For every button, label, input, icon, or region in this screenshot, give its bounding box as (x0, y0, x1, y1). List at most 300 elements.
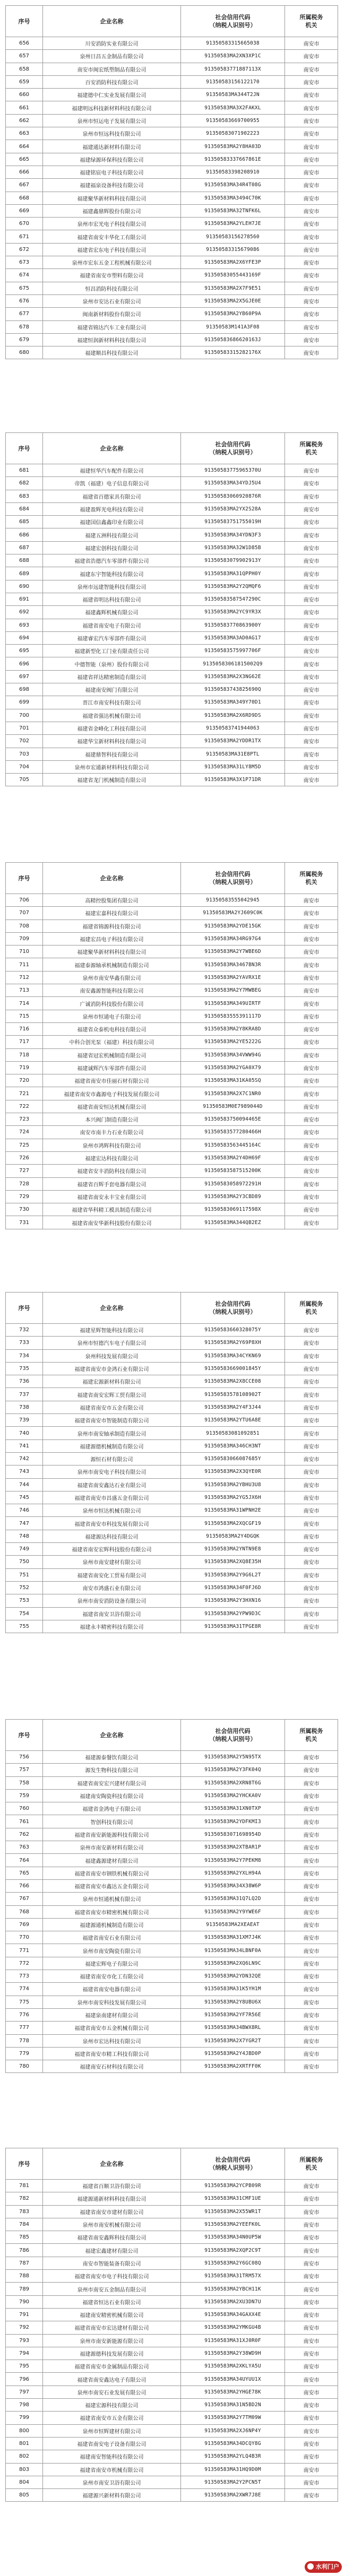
table-row (6, 1607, 338, 1620)
cell-company-name: 泉州市宏通新材料科技有限公司 (43, 760, 181, 773)
cell-seq: 733 (6, 1337, 43, 1349)
cell-tax-office: 南安市 (285, 1427, 338, 1439)
table-row (6, 907, 338, 920)
cell-credit-code: 91350583MA2X6RD9DS (181, 709, 285, 722)
cell-company-name: 泉州市南安建材有限公司 (43, 1556, 181, 1568)
cell-seq: 780 (6, 2060, 43, 2073)
table-row (6, 997, 338, 1010)
cell-credit-code: 91350583MA2Y4JBD0P (181, 2047, 285, 2060)
cell-credit-code: 91350583066087685Y (181, 1452, 285, 1465)
table-section (5, 862, 338, 1229)
header-code-text: 社会信用代码 (215, 1300, 251, 1307)
table-row (6, 1970, 338, 1983)
cell-seq: 797 (6, 2386, 43, 2398)
cell-credit-code: 91350583MA2YJ609C0K (181, 907, 285, 920)
cell-company-name: 泉州日昌五金制品有限公司 (43, 50, 181, 63)
cell-credit-code: 91350583MA2YTU6A8E (181, 1414, 285, 1427)
header-code (181, 1293, 285, 1324)
cell-company-name: 福建省南安宏辉科技股份有限公司 (43, 1543, 181, 1556)
table-row (6, 2022, 338, 2034)
table-row (6, 2412, 338, 2424)
cell-seq: 766 (6, 1879, 43, 1892)
cell-seq: 727 (6, 1165, 43, 1177)
cell-seq: 794 (6, 2347, 43, 2360)
cell-company-name: 福建顺昌科技有限公司 (43, 346, 181, 359)
cell-tax-office: 南安市 (285, 619, 338, 631)
table-row (6, 1177, 338, 1190)
table-row (6, 1893, 338, 1905)
cell-company-name: 福建源通新材料科技有限公司 (43, 2192, 181, 2205)
cell-tax-office: 南安市 (285, 2489, 338, 2502)
cell-seq: 670 (6, 218, 43, 230)
cell-credit-code: 91350583MA2X8CCE08 (181, 1375, 285, 1388)
table-row (6, 1414, 338, 1427)
table-row (6, 1362, 338, 1375)
cell-tax-office: 南安市 (285, 308, 338, 320)
table-row (6, 1841, 338, 1854)
cell-credit-code: 91350583MA2X5GJE0E (181, 294, 285, 307)
cell-seq: 804 (6, 2476, 43, 2488)
table-row (6, 774, 338, 786)
cell-tax-office: 南安市 (285, 2334, 338, 2347)
cell-tax-office: 南安市 (285, 2399, 338, 2412)
cell-seq: 747 (6, 1517, 43, 1530)
cell-tax-office: 南安市 (285, 760, 338, 773)
table-row (6, 1517, 338, 1530)
cell-credit-code: 91350583MA2Y8KRA8D (181, 1022, 285, 1035)
header-name (43, 1720, 181, 1751)
cell-company-name: 福建源兴新材料有限公司 (43, 2489, 181, 2502)
table-row (6, 1751, 338, 1764)
cell-company-name: 福建明远科技新材料科技有限公司 (43, 101, 181, 114)
cell-tax-office: 南安市 (285, 722, 338, 734)
cell-company-name: 福建省南安市精密机械有限公司 (43, 1905, 181, 1918)
cell-credit-code: 91350583071902223 (181, 127, 285, 140)
cell-tax-office: 南安市 (285, 1439, 338, 1452)
cell-tax-office: 南安市 (285, 528, 338, 541)
cell-credit-code: 91350583MA349Y70D1 (181, 696, 285, 709)
cell-credit-code: 91350583669001845Y (181, 1362, 285, 1375)
cell-company-name: 福建省南安丰华化工有限公司 (43, 230, 181, 243)
cell-company-name: 福建省南安市科技发展有限公司 (43, 1517, 181, 1530)
header-seq (6, 1293, 43, 1324)
cell-seq: 770 (6, 1931, 43, 1944)
cell-credit-code: 91350583MA2YC9YR3X (181, 606, 285, 619)
cell-company-name: 福建宏源新材料有限公司 (43, 1375, 181, 1388)
cell-seq: 694 (6, 631, 43, 644)
header-code-text: 社会信用代码 (215, 871, 251, 878)
header-seq (6, 6, 43, 37)
cell-credit-code: 91350583MA31XN0TXP (181, 1802, 285, 1815)
cell-credit-code: 91350583741944063 (181, 722, 285, 734)
cell-seq: 677 (6, 308, 43, 320)
cell-company-name: 福建聚华新材料科技有限公司 (43, 192, 181, 204)
table-row (6, 464, 338, 477)
table-row (6, 1879, 338, 1892)
cell-tax-office: 南安市 (285, 894, 338, 907)
cell-tax-office: 南安市 (285, 2321, 338, 2334)
table-row (6, 2192, 338, 2205)
cell-tax-office: 南安市 (285, 1216, 338, 1229)
table-row (6, 1100, 338, 1113)
table-row (6, 2270, 338, 2283)
cell-credit-code: 91350583MA34UYUU1X (181, 2373, 285, 2386)
cell-seq: 756 (6, 1751, 43, 1764)
cell-seq: 686 (6, 528, 43, 541)
cell-company-name: 福建鑫辉机械有限公司 (43, 606, 181, 619)
cell-seq: 757 (6, 1764, 43, 1776)
table-row (6, 1375, 338, 1388)
cell-company-name: 福建省金峰化工科技有限公司 (43, 722, 181, 734)
header-org (285, 6, 338, 37)
cell-credit-code: 91350583058972291H (181, 1177, 285, 1190)
cell-tax-office: 南安市 (285, 2463, 338, 2476)
cell-tax-office: 南安市 (285, 166, 338, 178)
cell-seq: 726 (6, 1151, 43, 1164)
cell-credit-code: 91350583MA34YDN3F3 (181, 528, 285, 541)
cell-tax-office: 南安市 (285, 774, 338, 786)
cell-tax-office: 南安市 (285, 2412, 338, 2424)
cell-tax-office: 南安市 (285, 1491, 338, 1504)
cell-credit-code: 91350583MA31Q7LQ2D (181, 1893, 285, 1905)
header-code (181, 1720, 285, 1751)
table-row (6, 282, 338, 294)
table-row (6, 683, 338, 696)
cell-credit-code: 91350583743825690Q (181, 683, 285, 696)
table-row (6, 2450, 338, 2463)
cell-credit-code: 91350583587547290C (181, 593, 285, 605)
cell-seq: 680 (6, 346, 43, 359)
cell-credit-code: 91350583MA2YE5222G (181, 1036, 285, 1048)
cell-company-name: 福建宏达科技有限公司 (43, 1151, 181, 1164)
cell-credit-code: 91350583MA2Y7WBE6D (181, 946, 285, 958)
cell-seq: 774 (6, 1983, 43, 1996)
cell-credit-code: 91350583751755019H (181, 516, 285, 528)
cell-seq: 760 (6, 1802, 43, 1815)
table-row (6, 2437, 338, 2450)
cell-credit-code: 91350583MA2YLQ4B3R (181, 2450, 285, 2463)
cell-tax-office: 南安市 (285, 516, 338, 528)
table-row (6, 2308, 338, 2321)
table-row (6, 1010, 338, 1022)
table-row (6, 333, 338, 346)
cell-company-name: 福建省金鸿电子有限公司 (43, 1802, 181, 1815)
cell-company-name: 福建省南安市精工科技有限公司 (43, 2047, 181, 2060)
cell-company-name: 泉州科技发展有限公司 (43, 1349, 181, 1362)
table-row (6, 2180, 338, 2192)
table-row (6, 114, 338, 127)
table-row (6, 1439, 338, 1452)
table-row (6, 1048, 338, 1061)
cell-company-name: 福建通达新材料有限公司 (43, 140, 181, 153)
cell-seq: 772 (6, 1957, 43, 1970)
cell-company-name: 泉州市恒通机械有限公司 (43, 1893, 181, 1905)
cell-seq: 792 (6, 2321, 43, 2334)
header-seq-text: 序号 (18, 1304, 30, 1312)
cell-seq: 716 (6, 1022, 43, 1035)
cell-company-name: 福建省冠宏机械制造有限公司 (43, 1048, 181, 1061)
cell-tax-office: 南安市 (285, 1944, 338, 1957)
table-row (6, 657, 338, 670)
cell-tax-office: 南安市 (285, 958, 338, 971)
cell-tax-office: 南安市 (285, 1957, 338, 1970)
cell-tax-office: 南安市 (285, 1048, 338, 1061)
cell-credit-code: 91350583MA2XEAEAT (181, 1918, 285, 1931)
cell-seq: 664 (6, 140, 43, 153)
cell-seq: 692 (6, 606, 43, 619)
header-seq-text: 序号 (18, 18, 30, 25)
header-code-text: 社会信用代码 (215, 14, 251, 21)
cell-company-name: 泉州市宏达科技有限公司 (43, 2034, 181, 2047)
cell-seq: 666 (6, 166, 43, 178)
cell-company-name: 福建宏嘉科技有限公司 (43, 907, 181, 920)
header-org (285, 1293, 338, 1324)
table-row (6, 1151, 338, 1164)
cell-tax-office: 南安市 (285, 984, 338, 997)
cell-credit-code: 91350583MA2Y2PCN5T (181, 2476, 285, 2488)
cell-credit-code: 91350583MA31KA05SQ (181, 1074, 285, 1087)
cell-credit-code: 91350583MA2YDFKMI3 (181, 1815, 285, 1828)
cell-tax-office: 南安市 (285, 2360, 338, 2373)
cell-credit-code: 91350583775965370U (181, 464, 285, 477)
header-name-text: 企业名称 (100, 2160, 124, 2167)
cell-seq: 681 (6, 464, 43, 477)
cell-seq: 702 (6, 735, 43, 748)
cell-tax-office: 南安市 (285, 1893, 338, 1905)
cell-seq: 795 (6, 2360, 43, 2373)
cell-tax-office: 南安市 (285, 1126, 338, 1139)
cell-company-name: 福建省南安市电子科技有限公司 (43, 2270, 181, 2283)
cell-company-name: 广诚消防科技股份有限公司 (43, 997, 181, 1010)
cell-seq: 665 (6, 153, 43, 166)
cell-credit-code: 91350583MA31LY8M5D (181, 760, 285, 773)
table-row (6, 1983, 338, 1996)
cell-credit-code: 91350583MA2X7C1NR0 (181, 1087, 285, 1100)
cell-company-name: 福建省安丰消防科技有限公司 (43, 1165, 181, 1177)
cell-seq: 753 (6, 1594, 43, 1607)
cell-credit-code: 91350583MA2YB60P9A (181, 308, 285, 320)
cell-company-name: 福建省南安市机械有限公司 (43, 2463, 181, 2476)
cell-tax-office: 南安市 (285, 1022, 338, 1035)
taxpayer-table (5, 432, 338, 786)
table-row (6, 593, 338, 605)
cell-seq: 662 (6, 114, 43, 127)
cell-tax-office: 南安市 (285, 1478, 338, 1491)
table-row (6, 2424, 338, 2437)
cell-tax-office: 南安市 (285, 1815, 338, 1828)
cell-company-name: 福建鑫源建材有限公司 (43, 1854, 181, 1867)
table-row (6, 2489, 338, 2502)
table-section (5, 1292, 338, 1633)
table-row (6, 1789, 338, 1802)
cell-tax-office: 南安市 (285, 1324, 338, 1337)
header-row (6, 1293, 338, 1324)
cell-company-name: 福建省锦源科技有限公司 (43, 920, 181, 932)
cell-seq: 700 (6, 709, 43, 722)
cell-seq: 656 (6, 37, 43, 50)
table-row (6, 1620, 338, 1633)
cell-seq: 789 (6, 2283, 43, 2295)
cell-company-name: 福建省南安鑫达石业有限公司 (43, 1478, 181, 1491)
cell-credit-code: 91350583MA31TRM57X (181, 2270, 285, 2283)
cell-credit-code: 91350583MA349UIRTF (181, 997, 285, 1010)
cell-seq: 731 (6, 1216, 43, 1229)
cell-credit-code: 91350583MA31TPGE8R (181, 1620, 285, 1633)
cell-seq: 776 (6, 2008, 43, 2021)
cell-tax-office: 南安市 (285, 2270, 338, 2283)
cell-company-name: 泉州市宏东五金工程机械有限公司 (43, 256, 181, 269)
cell-company-name: 福建南安石材科技有限公司 (43, 2060, 181, 2073)
cell-credit-code: 91350583MA2X6YFE3P (181, 256, 285, 269)
header-row (6, 433, 338, 464)
cell-seq: 661 (6, 101, 43, 114)
table-row (6, 1113, 338, 1126)
table-row (6, 2205, 338, 2218)
cell-company-name: 福建南安智能科技有限公司 (43, 2450, 181, 2463)
cell-tax-office: 南安市 (285, 1867, 338, 1879)
cell-seq: 730 (6, 1203, 43, 1216)
cell-credit-code: 91350583MA2XQCGF19 (181, 1517, 285, 1530)
cell-credit-code: 91350583M141A3F08 (181, 320, 285, 333)
cell-company-name: 泉州市南安电子科技有限公司 (43, 1465, 181, 1478)
cell-company-name: 泉州市恒德汽车电子有限公司 (43, 1337, 181, 1349)
cell-tax-office: 南安市 (285, 2283, 338, 2295)
cell-company-name: 泉州市南安新能源有限公司 (43, 2334, 181, 2347)
cell-credit-code: 91350583MA31QPPH0Y (181, 567, 285, 580)
cell-company-name: 福建泰源轴承机械制造有限公司 (43, 958, 181, 971)
cell-seq: 706 (6, 894, 43, 907)
cell-company-name: 福建省南安化工贸易有限公司 (43, 1568, 181, 1581)
cell-credit-code: 91350583MA2Y7MWBEG (181, 984, 285, 997)
table-row (6, 606, 338, 619)
cell-credit-code: 91350583055443169F (181, 269, 285, 282)
table-row (6, 2060, 338, 2073)
cell-credit-code: 91350583MA2XRN8T6G (181, 1776, 285, 1789)
cell-company-name: 泉州市恒达机械有限公司 (43, 1504, 181, 1517)
cell-tax-office: 南安市 (285, 1905, 338, 1918)
cell-company-name: 南安市南丰力石业有限公司 (43, 1126, 181, 1139)
header-name (43, 2148, 181, 2180)
cell-seq: 754 (6, 1607, 43, 1620)
table-row (6, 153, 338, 166)
table-row (6, 2231, 338, 2244)
cell-tax-office: 南安市 (285, 2231, 338, 2244)
cell-credit-code: 91350583MA2YDN32QE (181, 1970, 285, 1983)
cell-seq: 718 (6, 1048, 43, 1061)
cell-credit-code: 91350583MA2X3QYE0R (181, 1465, 285, 1478)
header-seq (6, 1720, 43, 1751)
cell-tax-office: 南安市 (285, 1879, 338, 1892)
cell-company-name: 泉州市南安石业发展有限公司 (43, 2386, 181, 2398)
table-row (6, 1594, 338, 1607)
table-row (6, 619, 338, 631)
table-row (6, 230, 338, 243)
cell-credit-code: 91350583398208910 (181, 166, 285, 178)
cell-tax-office: 南安市 (285, 1996, 338, 2008)
cell-tax-office: 南安市 (285, 1362, 338, 1375)
cell-seq: 705 (6, 774, 43, 786)
cell-company-name: 福建省南安市昌盛五金有限公司 (43, 1491, 181, 1504)
table-row (6, 502, 338, 515)
table-row (6, 760, 338, 773)
cell-seq: 798 (6, 2399, 43, 2412)
cell-credit-code: 91350583MA31K5YH1M (181, 1983, 285, 1996)
cell-seq: 697 (6, 670, 43, 683)
cell-credit-code: 91350583MA2YG5JX6H (181, 1491, 285, 1504)
cell-seq: 714 (6, 997, 43, 1010)
cell-seq: 743 (6, 1465, 43, 1478)
cell-credit-code: 91350583MA2Y7PEKM8 (181, 1854, 285, 1867)
cell-seq: 751 (6, 1568, 43, 1581)
table-row (6, 696, 338, 709)
table-row (6, 1918, 338, 1931)
cell-seq: 725 (6, 1139, 43, 1151)
cell-tax-office: 南安市 (285, 153, 338, 166)
cell-tax-office: 南安市 (285, 63, 338, 75)
cell-credit-code: 91350583315282176X (181, 346, 285, 359)
table-row (6, 984, 338, 997)
cell-tax-office: 南安市 (285, 606, 338, 619)
table-row (6, 256, 338, 269)
cell-tax-office: 南安市 (285, 1036, 338, 1048)
table-row (6, 1165, 338, 1177)
cell-seq: 703 (6, 748, 43, 760)
table-row (6, 140, 338, 153)
table-row (6, 946, 338, 958)
table-section (5, 5, 338, 359)
header-org-text: 机关 (305, 2164, 317, 2171)
cell-company-name: 泉州市南安新材料有限公司 (43, 1841, 181, 1854)
cell-company-name: 福建省百辉手套电器有限公司 (43, 1177, 181, 1190)
cell-company-name: 泉州市鸿辉科技有限公司 (43, 1139, 181, 1151)
header-code (181, 6, 285, 37)
cell-company-name: 福建源通机械制造有限公司 (43, 1918, 181, 1931)
cell-company-name: 福建省南安石业有限公司 (43, 1931, 181, 1944)
cell-credit-code: 91350583MA34R4T08G (181, 179, 285, 192)
table-row (6, 528, 338, 541)
cell-tax-office: 南安市 (285, 192, 338, 204)
cell-credit-code: 91350583MA2X55WR1T (181, 2205, 285, 2218)
cell-credit-code: 91350583MA2XJ6NP4Y (181, 2424, 285, 2437)
cell-company-name: 本兴阀门制造有限公司 (43, 1113, 181, 1126)
cell-company-name: 高精控股集团有限公司 (43, 894, 181, 907)
cell-seq: 698 (6, 683, 43, 696)
cell-company-name: 福建省南安宏兴建材有限公司 (43, 1776, 181, 1789)
table-row (6, 1530, 338, 1542)
cell-credit-code: 91350583MA2Y3HXN16 (181, 1594, 285, 1607)
cell-tax-office: 南安市 (285, 320, 338, 333)
cell-credit-code: 91350583315679086 (181, 243, 285, 256)
cell-credit-code: 91350583MA2YHGE78K (181, 2386, 285, 2398)
cell-tax-office: 南安市 (285, 1177, 338, 1190)
cell-credit-code: 91350583575997706F (181, 645, 285, 657)
cell-tax-office: 南安市 (285, 37, 338, 50)
cell-tax-office: 南安市 (285, 907, 338, 920)
table-row (6, 1957, 338, 1970)
cell-credit-code: 91350583MA2YPW9D3C (181, 1607, 285, 1620)
cell-tax-office: 南安市 (285, 567, 338, 580)
cell-seq: 796 (6, 2373, 43, 2386)
cell-tax-office: 南安市 (285, 2180, 338, 2192)
cell-credit-code: 91350583MA3494C70K (181, 192, 285, 204)
cell-tax-office: 南安市 (285, 1113, 338, 1126)
cell-tax-office: 南安市 (285, 269, 338, 282)
cell-company-name: 南安市智能装备有限公司 (43, 2257, 181, 2269)
header-org-text: 所属税务 (299, 441, 323, 448)
cell-seq: 741 (6, 1439, 43, 1452)
header-org-text: 机关 (305, 1308, 317, 1315)
table-row (6, 1349, 338, 1362)
